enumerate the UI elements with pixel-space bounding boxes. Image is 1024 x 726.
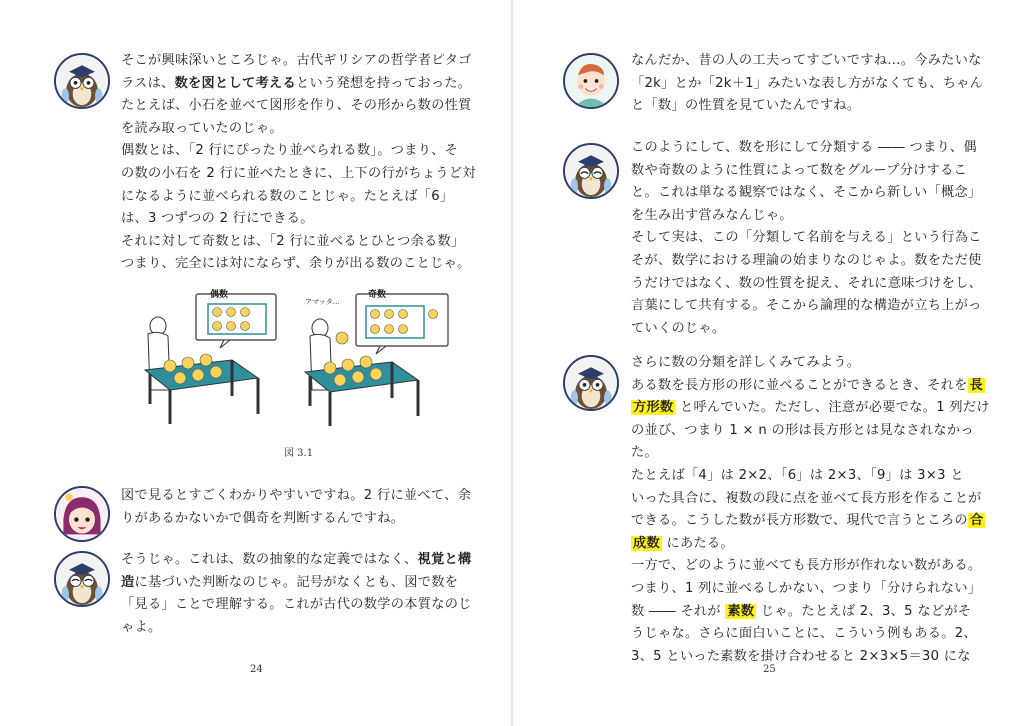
highlight-term: 素数 bbox=[727, 603, 755, 619]
bold-phrase: 視覚と構 bbox=[417, 552, 472, 567]
text-line: そこが興味深いところじゃ。古代ギリシアの哲学者ピタゴ bbox=[121, 53, 472, 68]
even-label: 偶数 bbox=[210, 290, 229, 300]
text-line: さらに数の分類を詳しくみてみよう。 bbox=[631, 355, 861, 370]
figure-caption: 図 3.1 bbox=[284, 448, 314, 459]
highlight-term: 合 bbox=[969, 513, 984, 529]
text-line: 3、5 といった素数を掛け合わせると 2×3×5＝30 にな bbox=[631, 648, 971, 664]
highlight-term: 成数 bbox=[633, 535, 660, 551]
text-line: それに対して奇数とは、「2 行に並べるとひとつ余る数」 bbox=[121, 233, 465, 249]
right-page bbox=[513, 0, 1024, 726]
dialogue-block-2 bbox=[121, 485, 471, 530]
text-line: なんだか、昔の人の工夫ってすごいですね…。今みたいな bbox=[631, 53, 982, 68]
text-line: 成数 にあたる。 bbox=[633, 535, 734, 551]
text-line: いった具合に、複数の段に点を並べて長方形を作ることが bbox=[631, 490, 982, 506]
text-line: の並び、つまり 1 × n の形は長方形とは見なされなかっ bbox=[631, 422, 974, 438]
text-line: ある数を長方形の形に並べることができるとき、それを 長 bbox=[631, 377, 984, 393]
odd-scene bbox=[305, 288, 448, 426]
text-line: りがあるかないかで偶奇を判断するんですね。 bbox=[121, 510, 405, 526]
text-line: と「数」の性質を見ていたんですね。 bbox=[631, 98, 861, 114]
text-line: 「2k」とか「2k＋1」みたいな表し方がなくても、ちゃん bbox=[631, 75, 984, 91]
text-line: うじゃな。さらに面白いことに、こういう例もある。2、 bbox=[631, 626, 977, 642]
text-line: そが、数学における理論の始まりなのじゃよ。数をただ使 bbox=[631, 252, 982, 268]
text-line: そうじゃ。これは、数の抽象的な定義ではなく、視覚と構 bbox=[121, 552, 472, 567]
owl-professor-icon bbox=[54, 53, 110, 109]
odd-label: 奇数 bbox=[368, 290, 387, 300]
text-line: は、3 つずつの 2 行にできる。 bbox=[121, 211, 314, 227]
text-line: になるように並べられる数のことじゃ。たとえば「6」 bbox=[121, 188, 454, 204]
text-line: 言葉にして共有する。そこから論理的な構造が立ち上がっ bbox=[631, 298, 982, 314]
text-line: と。これは単なる観察ではなく、そこから新しい「概念」 bbox=[631, 185, 982, 201]
left-page bbox=[0, 0, 511, 726]
text-line: 一方で、どのように並べても長方形が作れない数がある。 bbox=[631, 558, 982, 574]
page-number: 24 bbox=[250, 664, 263, 675]
bold-phrase: 造 bbox=[121, 574, 135, 590]
text-line: そして実は、この「分類して名前を与える」という行為こ bbox=[631, 230, 982, 246]
text-line: 図で見るとすごくわかりやすいですね。2 行に並べて、余 bbox=[121, 488, 472, 503]
text-line: 数 ―― それが 素数 じゃ。たとえば 2、3、5 などがそ bbox=[631, 603, 972, 619]
text-line: 数や奇数のように性質によって数をグループ分けするこ bbox=[631, 162, 968, 178]
text-line: 方形数 と呼んでいた。ただし、注意が必要でな。1 列だけ bbox=[633, 400, 990, 416]
dialogue-block-2 bbox=[631, 137, 982, 340]
text-line: このようにして、数を形にして分類する ―― つまり、偶 bbox=[631, 140, 977, 155]
text-line: つまり、1 列に並べるしかない、つまり「分けられない」 bbox=[631, 580, 982, 596]
text-line: たとえば「4」は 2×2、「6」は 2×3、「9」は 3×3 と bbox=[631, 467, 964, 483]
text-line: 偶数とは、「2 行にぴったり並べられる数」。つまり、そ bbox=[121, 143, 459, 159]
text-line: たとえば、小石を並べて図形を作り、その形から数の性質 bbox=[121, 98, 472, 114]
muttering-text: アマッタ… bbox=[305, 298, 340, 306]
bold-phrase: 数を図として考える bbox=[174, 75, 296, 91]
dialogue-block-3 bbox=[631, 352, 990, 668]
text-line: の数の小石を 2 行に並べたときに、上下の行がちょうど対 bbox=[121, 165, 476, 181]
text-line: できる。こうした数が長方形数で、現代で言うところの 合 bbox=[631, 513, 984, 529]
dialogue-block-1 bbox=[631, 50, 983, 118]
highlight-term: 長 bbox=[969, 377, 984, 393]
boy-student-icon bbox=[563, 53, 619, 109]
text-line: うだけではなく、数の性質を捉え、それに意味づけをし、 bbox=[631, 275, 983, 291]
text-line: ラスは、数を図として考えるという発想を持っておった。 bbox=[121, 75, 472, 91]
dialogue-block-3 bbox=[121, 549, 472, 639]
page-number: 25 bbox=[763, 664, 776, 675]
text-line: を生み出す営みなんじゃ。 bbox=[631, 207, 793, 223]
owl-professor-icon bbox=[563, 143, 619, 199]
text-line: ゃよ。 bbox=[121, 619, 162, 635]
text-line: つまり、完全には対にならず、余りが出る数のことじゃ。 bbox=[121, 256, 471, 272]
dialogue-block-1 bbox=[121, 50, 476, 276]
highlight-term: 方形数 bbox=[633, 400, 674, 416]
text-line: ていくのじゃ。 bbox=[631, 320, 726, 336]
text-line: 造に基づいた判断なのじゃ。記号がなくとも、図で数を bbox=[121, 574, 459, 590]
girl-student-icon bbox=[54, 486, 110, 542]
figure-even-odd-illustration bbox=[140, 286, 450, 436]
text-line: た。 bbox=[631, 445, 658, 461]
owl-professor-icon bbox=[54, 551, 110, 607]
even-scene bbox=[145, 288, 276, 424]
owl-professor-icon bbox=[563, 355, 619, 411]
text-line: 「見る」ことで理解する。これが古代の数学の本質なのじ bbox=[121, 597, 472, 613]
text-line: を読み取っていたのじゃ。 bbox=[121, 120, 283, 136]
